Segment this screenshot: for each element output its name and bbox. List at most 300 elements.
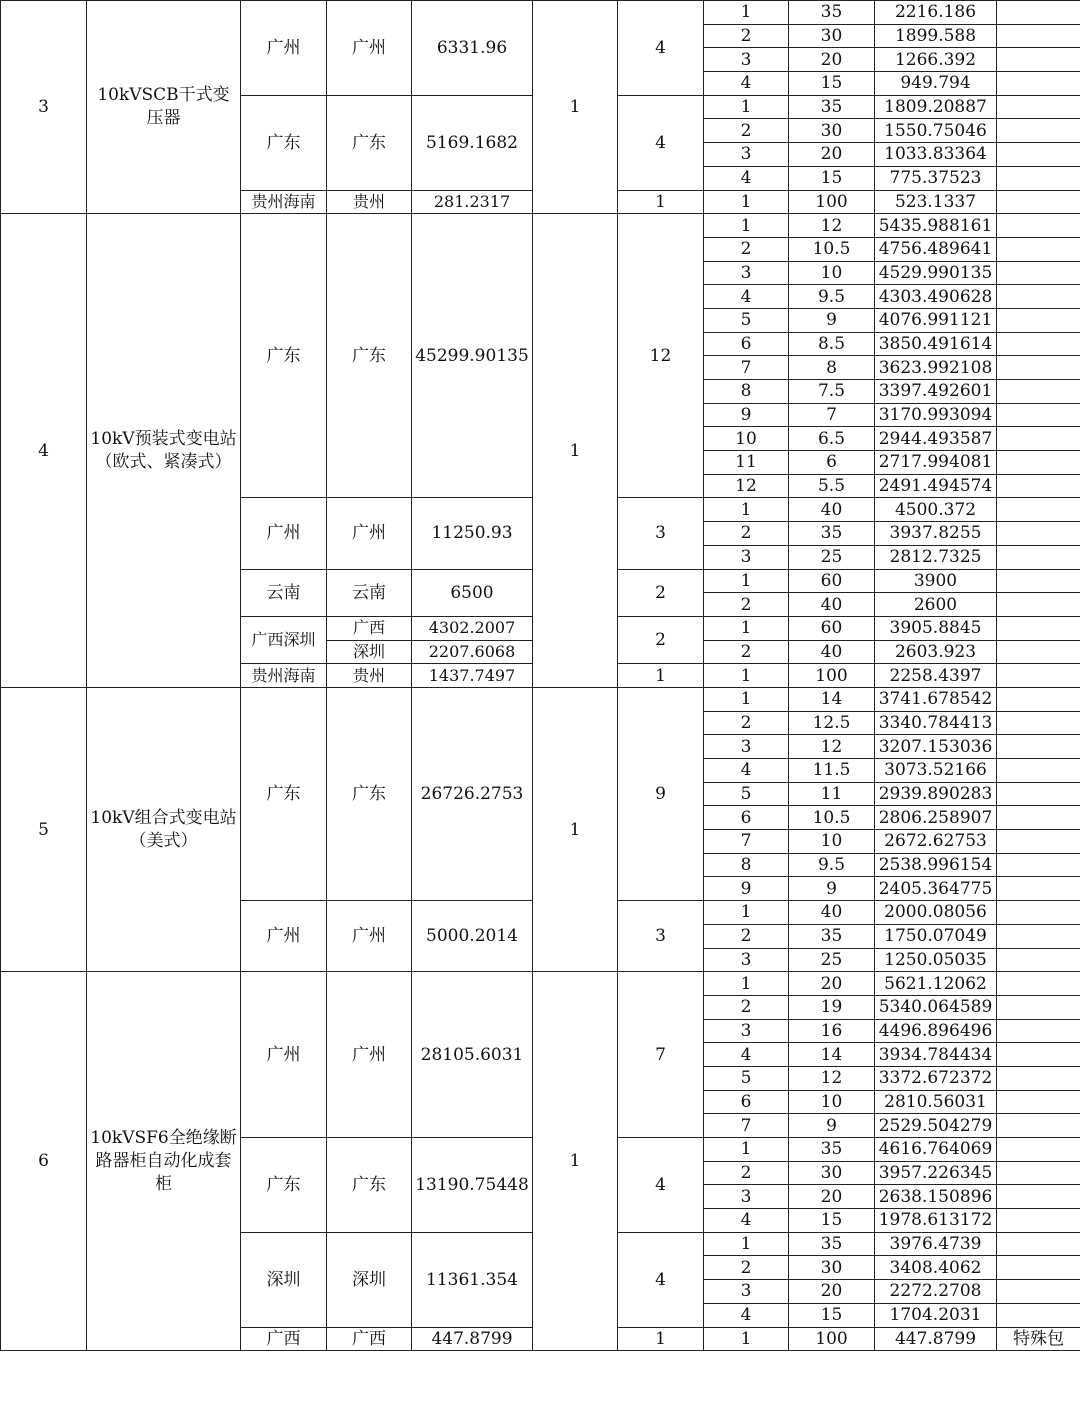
share-percent-cell: 9 [789,877,875,901]
amount-cell: 11250.93 [412,498,533,569]
share-percent-cell: 20 [789,143,875,167]
remark-cell [997,451,1080,475]
package-count-cell: 9 [618,687,704,900]
remark-cell [997,190,1080,214]
package-index-cell: 9 [704,877,789,901]
remark-cell [997,356,1080,380]
remark-cell [997,332,1080,356]
package-amount-cell: 4496.896496 [875,1019,997,1043]
package-amount-cell: 3934.784434 [875,1043,997,1067]
package-index-cell: 2 [704,1256,789,1280]
remark-cell [997,569,1080,593]
share-percent-cell: 12.5 [789,711,875,735]
package-count-cell: 4 [618,1,704,96]
package-index-cell: 5 [704,1066,789,1090]
table-row [1,1,1080,25]
remark-cell [997,119,1080,143]
remark-cell [997,640,1080,664]
share-percent-cell: 15 [789,1209,875,1233]
package-index-cell: 7 [704,1114,789,1138]
share-percent-cell: 10.5 [789,806,875,830]
remark-cell [997,924,1080,948]
package-index-cell: 1 [704,664,789,688]
package-amount-cell: 3957.226345 [875,1161,997,1185]
remark-cell [997,830,1080,854]
package-index-cell: 1 [704,1232,789,1256]
amount-cell: 28105.6031 [412,972,533,1138]
item-number: 6 [1,972,87,1351]
remark-cell [997,72,1080,96]
package-amount-cell: 1550.75046 [875,119,997,143]
package-index-cell: 2 [704,24,789,48]
share-percent-cell: 16 [789,1019,875,1043]
package-amount-cell: 3905.8845 [875,616,997,640]
amount-cell: 6331.96 [412,1,533,96]
sub-region-cell: 广西 [327,616,412,640]
region-cell: 广西深圳 [241,616,327,663]
region-cell: 贵州海南 [241,664,327,688]
sub-region-cell: 广东 [327,214,412,498]
share-percent-cell: 9 [789,1114,875,1138]
package-index-cell: 1 [704,972,789,996]
share-percent-cell: 12 [789,214,875,238]
share-percent-cell: 11.5 [789,759,875,783]
share-percent-cell: 8.5 [789,332,875,356]
package-amount-cell: 3372.672372 [875,1066,997,1090]
region-cell: 广州 [241,972,327,1138]
share-percent-cell: 100 [789,664,875,688]
package-index-cell: 2 [704,711,789,735]
item-name: 10kVSCB干式变压器 [87,1,241,214]
package-index-cell: 1 [704,687,789,711]
package-amount-cell: 775.37523 [875,166,997,190]
remark-cell [997,1138,1080,1162]
package-index-cell: 1 [704,901,789,925]
package-amount-cell: 5340.064589 [875,995,997,1019]
package-index-cell: 3 [704,545,789,569]
remark-cell [997,1303,1080,1327]
amount-cell: 26726.2753 [412,687,533,900]
package-index-cell: 1 [704,498,789,522]
package-count-cell: 3 [618,901,704,972]
package-amount-cell: 4756.489641 [875,237,997,261]
package-amount-cell: 2603.923 [875,640,997,664]
package-amount-cell: 2638.150896 [875,1185,997,1209]
remark-cell [997,285,1080,309]
share-percent-cell: 5.5 [789,474,875,498]
remark-cell [997,735,1080,759]
amount-cell: 447.8799 [412,1327,533,1351]
package-index-cell: 3 [704,48,789,72]
package-index-cell: 6 [704,332,789,356]
package-index-cell: 12 [704,474,789,498]
remark-cell [997,948,1080,972]
package-amount-cell: 4076.991121 [875,308,997,332]
region-cell: 广州 [241,1,327,96]
package-index-cell: 2 [704,237,789,261]
package-amount-cell: 3408.4062 [875,1256,997,1280]
package-amount-cell: 4303.490628 [875,285,997,309]
item-number: 4 [1,214,87,688]
sub-region-cell: 云南 [327,569,412,616]
sub-region-cell: 广州 [327,972,412,1138]
remark-cell [997,1043,1080,1067]
package-amount-cell: 3850.491614 [875,332,997,356]
item-name: 10kVSF6全绝缘断路器柜自动化成套柜 [87,972,241,1351]
share-percent-cell: 40 [789,498,875,522]
region-cell: 广西 [241,1327,327,1351]
share-percent-cell: 9.5 [789,285,875,309]
sub-region-cell: 深圳 [327,1232,412,1327]
quantity-cell: 1 [533,687,618,971]
package-count-cell: 2 [618,569,704,616]
share-percent-cell: 15 [789,166,875,190]
package-index-cell: 1 [704,569,789,593]
region-cell: 广东 [241,214,327,498]
package-amount-cell: 3623.992108 [875,356,997,380]
package-amount-cell: 2538.996154 [875,853,997,877]
share-percent-cell: 25 [789,948,875,972]
amount-cell: 5169.1682 [412,95,533,190]
package-index-cell: 5 [704,782,789,806]
package-count-cell: 3 [618,498,704,569]
sub-region-cell: 广州 [327,498,412,569]
share-percent-cell: 35 [789,1,875,25]
sub-region-cell: 广东 [327,687,412,900]
remark-cell [997,1209,1080,1233]
package-index-cell: 11 [704,451,789,475]
share-percent-cell: 15 [789,72,875,96]
package-index-cell: 3 [704,735,789,759]
package-index-cell: 2 [704,640,789,664]
share-percent-cell: 35 [789,1138,875,1162]
package-count-cell: 12 [618,214,704,498]
remark-cell [997,95,1080,119]
package-amount-cell: 1250.05035 [875,948,997,972]
remark-cell [997,1019,1080,1043]
package-amount-cell: 2672.62753 [875,830,997,854]
share-percent-cell: 9.5 [789,853,875,877]
package-amount-cell: 2944.493587 [875,427,997,451]
share-percent-cell: 10 [789,261,875,285]
share-percent-cell: 12 [789,735,875,759]
package-amount-cell: 4616.764069 [875,1138,997,1162]
share-percent-cell: 6.5 [789,427,875,451]
remark-cell [997,380,1080,404]
package-amount-cell: 3741.678542 [875,687,997,711]
sub-region-cell: 贵州 [327,190,412,214]
table-body [1,1,1080,1351]
region-cell: 深圳 [241,1232,327,1327]
package-amount-cell: 2491.494574 [875,474,997,498]
package-amount-cell: 3976.4739 [875,1232,997,1256]
package-index-cell: 5 [704,308,789,332]
remark-cell [997,806,1080,830]
package-index-cell: 3 [704,1280,789,1304]
share-percent-cell: 6 [789,451,875,475]
remark-cell [997,522,1080,546]
package-index-cell: 3 [704,1019,789,1043]
package-amount-cell: 5621.12062 [875,972,997,996]
package-index-cell: 3 [704,1185,789,1209]
package-index-cell: 9 [704,403,789,427]
package-amount-cell: 5435.988161 [875,214,997,238]
remark-cell [997,237,1080,261]
quantity-cell: 1 [533,972,618,1351]
remark-cell [997,1256,1080,1280]
share-percent-cell: 35 [789,1232,875,1256]
remark-cell: 特殊包 [997,1327,1080,1351]
remark-cell [997,261,1080,285]
item-name: 10kV组合式变电站（美式） [87,687,241,971]
package-index-cell: 10 [704,427,789,451]
remark-cell [997,214,1080,238]
remark-cell [997,877,1080,901]
package-amount-cell: 2000.08056 [875,901,997,925]
sub-region-cell: 贵州 [327,664,412,688]
package-amount-cell: 4500.372 [875,498,997,522]
share-percent-cell: 14 [789,687,875,711]
package-amount-cell: 2272.2708 [875,1280,997,1304]
share-percent-cell: 30 [789,1161,875,1185]
package-amount-cell: 3340.784413 [875,711,997,735]
package-index-cell: 4 [704,1209,789,1233]
package-amount-cell: 3073.52166 [875,759,997,783]
package-amount-cell: 1809.20887 [875,95,997,119]
quantity-cell: 1 [533,1,618,214]
share-percent-cell: 40 [789,901,875,925]
remark-cell [997,427,1080,451]
share-percent-cell: 100 [789,1327,875,1351]
share-percent-cell: 40 [789,640,875,664]
package-index-cell: 7 [704,830,789,854]
remark-cell [997,853,1080,877]
share-percent-cell: 10 [789,1090,875,1114]
region-cell: 广州 [241,901,327,972]
remark-cell [997,593,1080,617]
package-amount-cell: 3207.153036 [875,735,997,759]
share-percent-cell: 20 [789,972,875,996]
package-index-cell: 6 [704,806,789,830]
package-index-cell: 8 [704,853,789,877]
amount-cell: 1437.7497 [412,664,533,688]
remark-cell [997,995,1080,1019]
package-amount-cell: 523.1337 [875,190,997,214]
remark-cell [997,1232,1080,1256]
package-index-cell: 1 [704,616,789,640]
sub-region-cell: 广州 [327,901,412,972]
item-number: 5 [1,687,87,971]
package-count-cell: 1 [618,190,704,214]
package-amount-cell: 2258.4397 [875,664,997,688]
amount-cell: 11361.354 [412,1232,533,1327]
package-amount-cell: 2810.56031 [875,1090,997,1114]
share-percent-cell: 40 [789,593,875,617]
item-number: 3 [1,1,87,214]
remark-cell [997,687,1080,711]
share-percent-cell: 25 [789,545,875,569]
package-index-cell: 4 [704,1303,789,1327]
sub-region-cell: 广州 [327,1,412,96]
share-percent-cell: 14 [789,1043,875,1067]
share-percent-cell: 35 [789,924,875,948]
share-percent-cell: 60 [789,616,875,640]
table-row [1,687,1080,711]
sub-region-cell: 深圳 [327,640,412,664]
remark-cell [997,308,1080,332]
amount-cell: 13190.75448 [412,1138,533,1233]
package-index-cell: 1 [704,1138,789,1162]
package-index-cell: 8 [704,380,789,404]
remark-cell [997,1066,1080,1090]
package-index-cell: 4 [704,1043,789,1067]
package-amount-cell: 2812.7325 [875,545,997,569]
share-percent-cell: 30 [789,24,875,48]
sub-region-cell: 广西 [327,1327,412,1351]
package-count-cell: 4 [618,95,704,190]
share-percent-cell: 9 [789,308,875,332]
remark-cell [997,143,1080,167]
package-index-cell: 3 [704,143,789,167]
remark-cell [997,901,1080,925]
amount-cell: 45299.90135 [412,214,533,498]
share-percent-cell: 30 [789,119,875,143]
quantity-cell: 1 [533,214,618,688]
remark-cell [997,545,1080,569]
package-amount-cell: 2939.890283 [875,782,997,806]
package-amount-cell: 2806.258907 [875,806,997,830]
remark-cell [997,474,1080,498]
region-cell: 广东 [241,687,327,900]
share-percent-cell: 11 [789,782,875,806]
package-index-cell: 6 [704,1090,789,1114]
share-percent-cell: 100 [789,190,875,214]
region-cell: 广州 [241,498,327,569]
package-index-cell: 3 [704,261,789,285]
package-index-cell: 7 [704,356,789,380]
package-index-cell: 2 [704,593,789,617]
share-percent-cell: 8 [789,356,875,380]
amount-cell: 4302.2007 [412,616,533,640]
remark-cell [997,759,1080,783]
package-index-cell: 2 [704,119,789,143]
share-percent-cell: 15 [789,1303,875,1327]
remark-cell [997,24,1080,48]
package-count-cell: 1 [618,1327,704,1351]
table-row [1,214,1080,238]
package-amount-cell: 949.794 [875,72,997,96]
share-percent-cell: 7 [789,403,875,427]
package-count-cell: 4 [618,1138,704,1233]
package-amount-cell: 2600 [875,593,997,617]
package-amount-cell: 2717.994081 [875,451,997,475]
remark-cell [997,664,1080,688]
package-index-cell: 4 [704,759,789,783]
remark-cell [997,1161,1080,1185]
share-percent-cell: 35 [789,522,875,546]
remark-cell [997,1114,1080,1138]
remark-cell [997,403,1080,427]
share-percent-cell: 35 [789,95,875,119]
package-amount-cell: 1704.2031 [875,1303,997,1327]
package-count-cell: 1 [618,664,704,688]
package-amount-cell: 3937.8255 [875,522,997,546]
remark-cell [997,711,1080,735]
package-amount-cell: 1033.83364 [875,143,997,167]
share-percent-cell: 10 [789,830,875,854]
region-cell: 云南 [241,569,327,616]
package-index-cell: 4 [704,166,789,190]
package-amount-cell: 3170.993094 [875,403,997,427]
region-cell: 广东 [241,95,327,190]
share-percent-cell: 20 [789,1185,875,1209]
package-amount-cell: 2216.186 [875,1,997,25]
share-percent-cell: 20 [789,48,875,72]
region-cell: 广东 [241,1138,327,1233]
package-count-cell: 7 [618,972,704,1138]
sub-region-cell: 广东 [327,95,412,190]
remark-cell [997,972,1080,996]
package-amount-cell: 3900 [875,569,997,593]
share-percent-cell: 20 [789,1280,875,1304]
share-percent-cell: 10.5 [789,237,875,261]
package-amount-cell: 2529.504279 [875,1114,997,1138]
package-amount-cell: 4529.990135 [875,261,997,285]
region-cell: 贵州海南 [241,190,327,214]
amount-cell: 5000.2014 [412,901,533,972]
remark-cell [997,616,1080,640]
package-index-cell: 1 [704,1327,789,1351]
item-name: 10kV预装式变电站（欧式、紧凑式） [87,214,241,688]
package-index-cell: 2 [704,1161,789,1185]
package-amount-cell: 1750.07049 [875,924,997,948]
package-index-cell: 2 [704,522,789,546]
share-percent-cell: 60 [789,569,875,593]
package-amount-cell: 1899.588 [875,24,997,48]
remark-cell [997,1280,1080,1304]
share-percent-cell: 12 [789,1066,875,1090]
package-index-cell: 2 [704,924,789,948]
table-row [1,972,1080,996]
remark-cell [997,1185,1080,1209]
amount-cell: 6500 [412,569,533,616]
package-index-cell: 3 [704,948,789,972]
package-amount-cell: 1266.392 [875,48,997,72]
amount-cell: 2207.6068 [412,640,533,664]
share-percent-cell: 19 [789,995,875,1019]
package-index-cell: 1 [704,1,789,25]
package-amount-cell: 2405.364775 [875,877,997,901]
remark-cell [997,48,1080,72]
sub-region-cell: 广东 [327,1138,412,1233]
remark-cell [997,782,1080,806]
package-index-cell: 4 [704,285,789,309]
remark-cell [997,498,1080,522]
remark-cell [997,166,1080,190]
package-index-cell: 4 [704,72,789,96]
package-count-cell: 4 [618,1232,704,1327]
share-percent-cell: 30 [789,1256,875,1280]
share-percent-cell: 7.5 [789,380,875,404]
package-amount-cell: 1978.613172 [875,1209,997,1233]
remark-cell [997,1,1080,25]
amount-cell: 281.2317 [412,190,533,214]
package-count-cell: 2 [618,616,704,663]
remark-cell [997,1090,1080,1114]
package-index-cell: 1 [704,190,789,214]
package-amount-cell: 3397.492601 [875,380,997,404]
package-index-cell: 2 [704,995,789,1019]
